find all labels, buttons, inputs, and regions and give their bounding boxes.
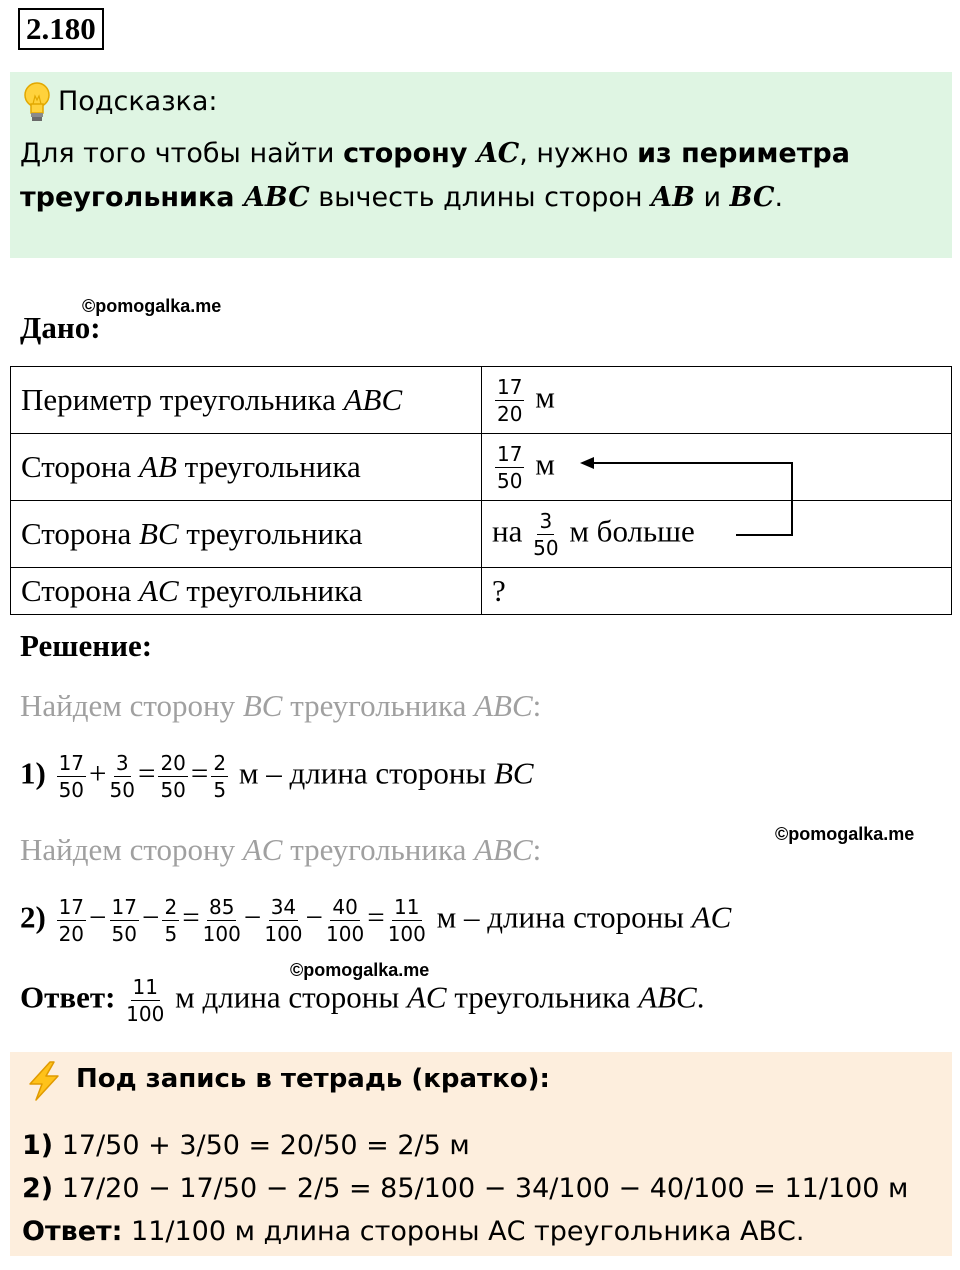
note-line-1: 1) 17/50 + 3/50 = 20/50 = 2/5 м [22, 1130, 470, 1161]
task-number: 2.180 [18, 8, 104, 50]
watermark: ©pomogalka.me [82, 296, 222, 316]
given-value: ? [482, 568, 952, 615]
step-2: 2) $\frac{17}{20}$ − $\frac{17}{50}$ − $\frac{2}{5}$ = $\frac{85}{100}$ − $\frac{34}{100}$ − $\frac{40}{100}$ = $\frac{11}{100}$ м – длина стороны AC [20, 895, 732, 946]
table-row [11, 568, 952, 615]
given-table [10, 366, 952, 615]
given-cell: Сторона AB треугольника [11, 434, 482, 501]
watermark: ©pomogalka.me [290, 960, 430, 980]
note-line-2: 2) 17/20 − 17/50 − 2/5 = 85/100 − 34/100 − 40/100 = 11/100 м [22, 1173, 909, 1204]
answer: Ответ: $\frac{11}{100}$ м длина стороны AC треугольника ABC. [20, 975, 705, 1026]
lightning-icon [22, 1060, 66, 1102]
hint-title: Подсказка: [58, 86, 218, 117]
table-row [11, 367, 952, 434]
given-cell: Сторона AC треугольника [11, 568, 482, 615]
given-label: Дано: [20, 310, 101, 345]
table-row [11, 434, 952, 501]
table-row [11, 501, 952, 568]
hint-text: Для того чтобы найти сторону AC, нужно из периметра треугольника ABC вычесть длины сторон AB и BC. [20, 138, 850, 213]
solution-label: Решение: [20, 628, 153, 663]
find-ac-text: Найдем сторону AC треугольника ABC: [20, 832, 542, 867]
lightbulb-icon [20, 80, 54, 124]
notes-title: Под запись в тетрадь (кратко): [76, 1064, 550, 1094]
watermark: ©pomogalka.me [775, 824, 915, 844]
find-bc-text: Найдем сторону BC треугольника ABC: [20, 688, 542, 723]
step-1: 1) $\frac{17}{50}$ + $\frac{3}{50}$ = $\frac{20}{50}$ = $\frac{2}{5}$ м – длина стороны BC [20, 751, 534, 802]
given-cell: Сторона BC треугольника [11, 501, 482, 568]
given-cell: Периметр треугольника ABC [11, 367, 482, 434]
given-value: на $\frac{3}{50}$ м больше [482, 501, 952, 568]
given-value: $\frac{17}{50}$ м [482, 434, 952, 501]
note-line-3: Ответ: 11/100 м длина стороны АС треугольника АВС. [22, 1216, 805, 1247]
given-value: $\frac{17}{20}$ м [482, 367, 952, 434]
arrow-icon [570, 452, 810, 542]
